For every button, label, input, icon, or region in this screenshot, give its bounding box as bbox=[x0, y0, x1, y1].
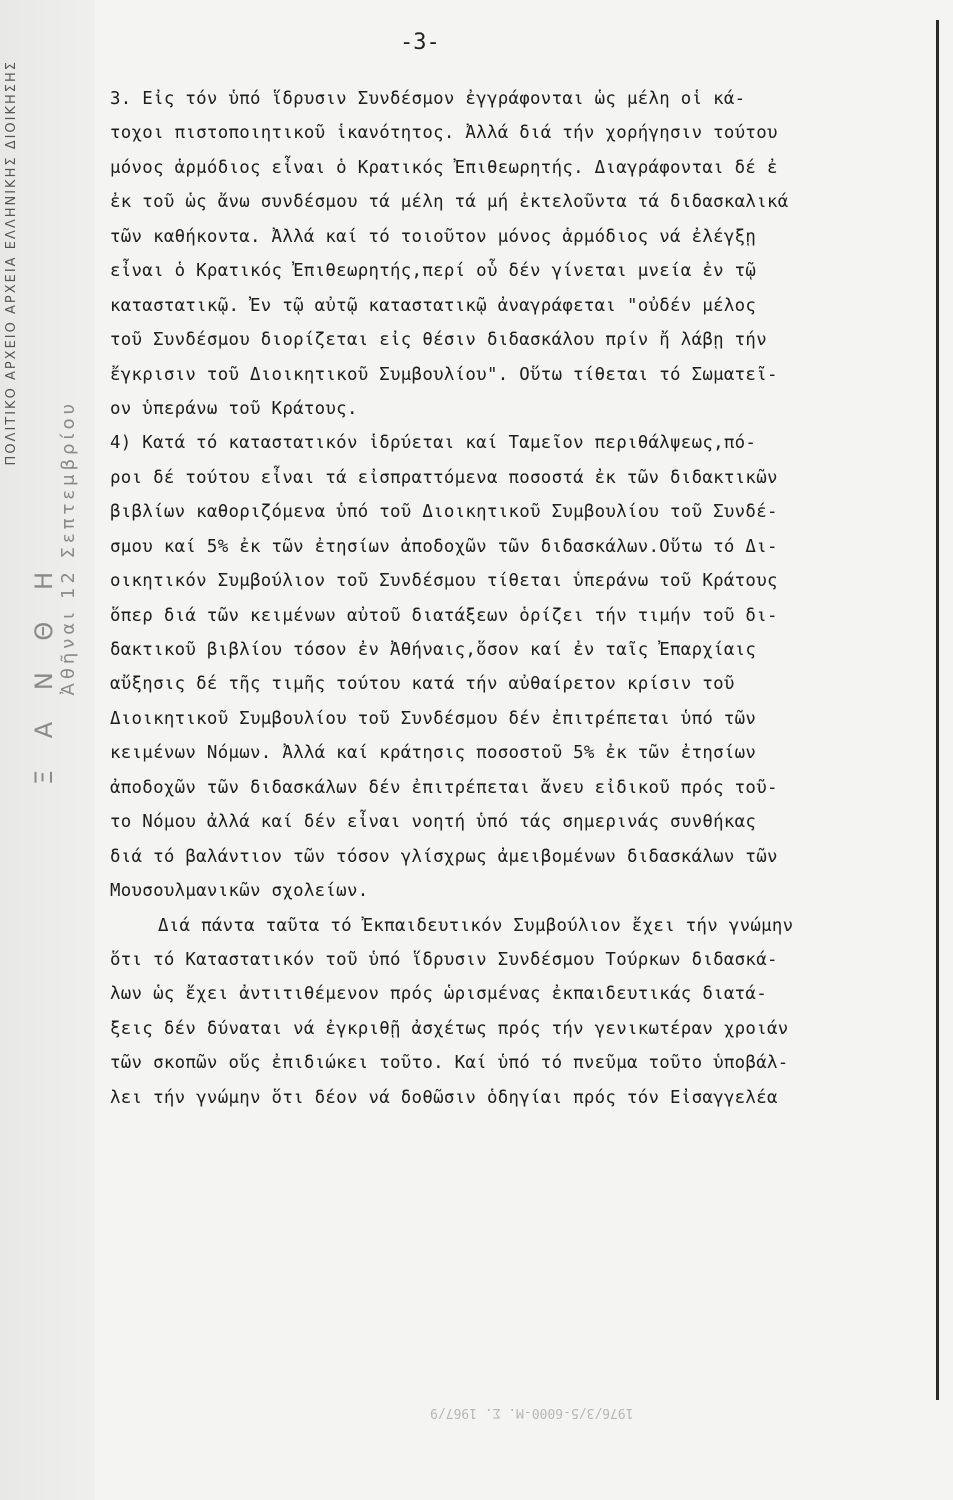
body-line: λων ὡς ἔχει ἀντιτιθέμενον πρός ὡρισμένας ἐκπαιδευτικάς διατά- bbox=[110, 984, 767, 1005]
body-line: τῶν σκοπῶν οὕς ἐπιδιώκει τοῦτο. Καί ὑπό τό πνεῦμα τοῦτο ὑποβάλ- bbox=[110, 1053, 789, 1074]
body-line: ροι δέ τούτου εἶναι τά εἰσπραττόμενα ποσοστά ἐκ τῶν διδακτικῶν bbox=[110, 467, 778, 488]
side-margin-text-1: ΠΟΛΙΤΙΚΟ ΑΡΧΕΙΟ ΑΡΧΕΙΑ ΕΛΛΗΝΙΚΗΣ ΔΙΟΙΚΗΣΗΣ bbox=[4, 60, 19, 466]
footer-print-stamp: 1976/3/5-6000-Μ. Σ. 1967/9 bbox=[430, 1405, 634, 1420]
body-line: Διά πάντα ταῦτα τό Ἐκπαιδευτικόν Συμβούλιον ἔχει τήν γνώμην bbox=[158, 915, 794, 936]
body-line: ἔγκρισιν τοῦ Διοικητικοῦ Συμβουλίου". Οὕτω τίθεται τό Σωματεῖ- bbox=[110, 364, 778, 385]
body-line: ον ὑπεράνω τοῦ Κράτους. bbox=[110, 398, 358, 419]
body-line: λει τήν γνώμην ὅτι δέον νά δοθῶσιν ὁδηγίαι πρός τόν Εἰσαγγελέα bbox=[110, 1087, 778, 1108]
body-line: βιβλίων καθοριζόμενα ὑπό τοῦ Διοικητικοῦ Συμβουλίου τοῦ Συνδέ- bbox=[110, 502, 778, 523]
body-line: κειμένων Νόμων. Ἀλλά καί κράτησις ποσοστοῦ 5% ἐκ τῶν ἐτησίων bbox=[110, 743, 757, 764]
body-line: διά τό βαλάντιον τῶν τόσον γλίσχρως ἀμειβομένων διδασκάλων τῶν bbox=[110, 846, 778, 867]
body-line: ὅτι τό Καταστατικόν τοῦ ὑπό ἵδρυσιν Συνδέσμου Τούρκων διδασκά- bbox=[110, 949, 778, 970]
body-line: τοῦ Συνδέσμου διορίζεται εἰς θέσιν διδασκάλου πρίν ἤ λάβῃ τήν bbox=[110, 330, 767, 351]
body-line: μόνος ἁρμόδιος εἶναι ὁ Κρατικός Ἐπιθεωρητής. Διαγράφονται δέ ἐ bbox=[110, 157, 778, 178]
body-line: αὔξησις δέ τῆς τιμῆς τούτου κατά τήν αὐθαίρετον κρίσιν τοῦ bbox=[110, 674, 735, 695]
body-line: ξεις δέν δύναται νά ἐγκριθῇ ἀσχέτως πρός τήν γενικωτέραν χροιάν bbox=[110, 1018, 789, 1039]
page-edge-line bbox=[936, 20, 939, 1400]
body-line: σμου καί 5% ἐκ τῶν ἐτησίων ἀποδοχῶν τῶν διδασκάλων.Οὕτω τό Δι- bbox=[110, 536, 778, 557]
page-number: -3- bbox=[400, 30, 440, 55]
body-line: Μουσουλμανικῶν σχολείων. bbox=[110, 881, 369, 902]
body-line: το Νόμου ἀλλά καί δέν εἶναι νοητή ὑπό τάς σημερινάς συνθήκας bbox=[110, 812, 757, 833]
body-line: 4) Κατά τό καταστατικόν ἱδρύεται καί Ταμεῖον περιθάλψεως,πό- bbox=[110, 433, 757, 454]
body-line: καταστατικῷ. Ἐν τῷ αὐτῷ καταστατικῷ ἀναγράφεται "οὐδέν μέλος bbox=[110, 295, 757, 316]
body-line: εἶναι ὁ Κρατικός Ἐπιθεωρητής,περί οὗ δέν γίνεται μνεία ἐν τῷ bbox=[110, 261, 757, 282]
body-line: ἀποδοχῶν τῶν διδασκάλων δέν ἐπιτρέπεται ἄνευ εἰδικοῦ πρός τοῦ- bbox=[110, 777, 778, 798]
body-line: ἐκ τοῦ ὡς ἄνω συνδέσμου τά μέλη τά μή ἐκτελοῦντα τά διδασκαλικά bbox=[110, 192, 789, 213]
body-line: τοχοι πιστοποιητικοῦ ἱκανότητος. Ἀλλά διά τήν χορήγησιν τούτου bbox=[110, 123, 778, 144]
body-line: οικητικόν Συμβούλιον τοῦ Συνδέσμου τίθεται ὑπεράνω τοῦ Κράτους bbox=[110, 571, 778, 592]
document-body bbox=[110, 82, 930, 1115]
body-line: Διοικητικοῦ Συμβουλίου τοῦ Συνδέσμου δέν ἐπιτρέπεται ὑπό τῶν bbox=[110, 708, 757, 729]
body-line: δακτικοῦ βιβλίου τόσον ἐν Ἀθήναις,ὅσον καί ἐν ταῖς Ἐπαρχίαις bbox=[110, 640, 757, 660]
body-line: τῶν καθήκοντα. Ἀλλά καί τό τοιοῦτον μόνος ἁρμόδιος νά ἐλέγξῃ bbox=[110, 226, 757, 247]
side-margin-text-3: Ἀθῆναι 12 Σεπτεμβρίου bbox=[58, 400, 79, 696]
body-line: ὅπερ διά τῶν κειμένων αὐτοῦ διατάξεων ὁρίζει τήν τιμήν τοῦ δι- bbox=[110, 605, 778, 626]
body-line: 3. Εἰς τόν ὑπό ἵδρυσιν Συνδέσμον ἐγγράφονται ὡς μέλη οἱ κά- bbox=[110, 89, 746, 109]
side-margin-text-2: Ξ Α Ν Θ Η bbox=[30, 560, 58, 785]
